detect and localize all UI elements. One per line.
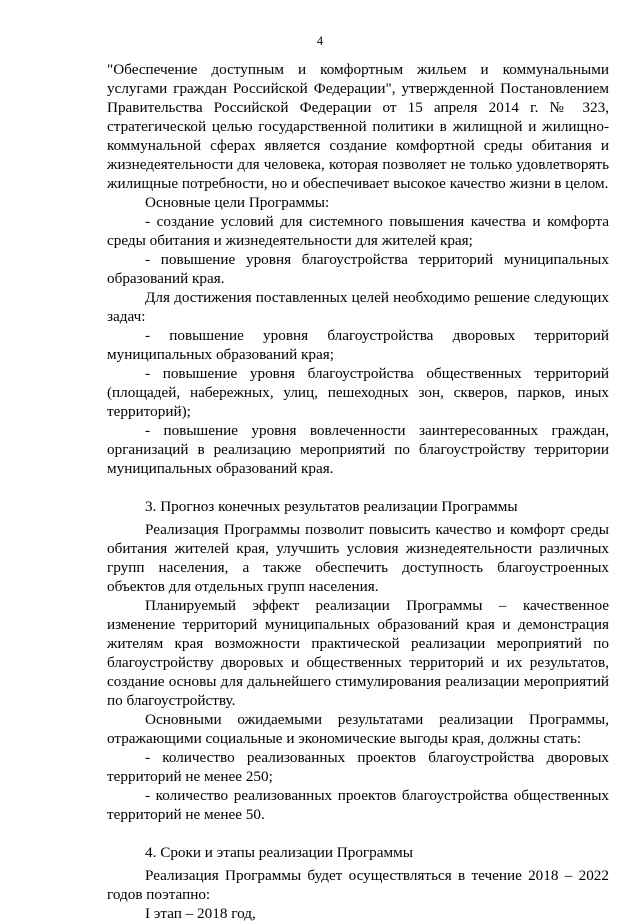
document-body <box>107 60 609 923</box>
paragraph: Для достижения поставленных целей необходимо решение следующих задач: <box>107 289 609 325</box>
list-item: - создание условий для системного повышения качества и комфорта среды обитания и жизнедеятельности для жителей края; <box>107 213 609 249</box>
paragraph: Реализация Программы позволит повысить качество и комфорт среды обитания жителей края, улучшить условия жизнедеятельности различных групп населения, а также обеспечить доступность благоустроенных объектов для отдельных групп населения. <box>107 521 609 595</box>
paragraph: Основными ожидаемыми результатами реализации Программы, отражающими социальные и экономические выгоды края, должны стать: <box>107 711 609 747</box>
section-heading: 3. Прогноз конечных результатов реализации Программы <box>145 498 518 515</box>
list-item: - количество реализованных проектов благоустройства дворовых территорий не менее 250; <box>107 749 609 785</box>
paragraph: I этап – 2018 год, <box>145 905 256 922</box>
paragraph: Основные цели Программы: <box>145 194 330 211</box>
paragraph: Планируемый эффект реализации Программы – качественное изменение территорий муниципальных образований края и демонстрация жителям края возможности практической реализации мероприятий по благоустройству дворовых и общественных территорий и их результатов, создание основы для дальнейшего стимулирования реализации мероприятий по благоустройству. <box>107 597 609 709</box>
page-number: 4 <box>316 34 324 48</box>
list-item: - повышение уровня благоустройства общественных территорий (площадей, набережных, улиц, пешеходных зон, скверов, парков, иных территорий); <box>107 365 609 420</box>
section-heading: 4. Сроки и этапы реализации Программы <box>145 844 413 861</box>
paragraph: Реализация Программы будет осуществляться в течение 2018 – 2022 годов поэтапно: <box>107 867 609 903</box>
paragraph: "Обеспечение доступным и комфортным жильем и коммунальными услугами граждан Российской Федерации", утвержденной Постановлением Правительства Российской Федерации от 15 апреля 2014 г. № 323, стратегической целью государственной политики в жилищной и жилищно-коммунальной сферах является создание комфортной среды обитания и жизнедеятельности для человека, которая позволяет не только удовлетворять жилищные потребности, но и обеспечивает высокое качество жизни в целом. <box>107 61 609 192</box>
list-item: - повышение уровня вовлеченности заинтересованных граждан, организаций в реализацию мероприятий по благоустройству территории муниципальных образований края. <box>107 422 609 477</box>
list-item: - количество реализованных проектов благоустройства общественных территорий не менее 50. <box>107 787 609 823</box>
list-item: - повышение уровня благоустройства территорий муниципальных образований края. <box>107 251 609 287</box>
list-item: - повышение уровня благоустройства дворовых территорий муниципальных образований края; <box>107 327 609 363</box>
